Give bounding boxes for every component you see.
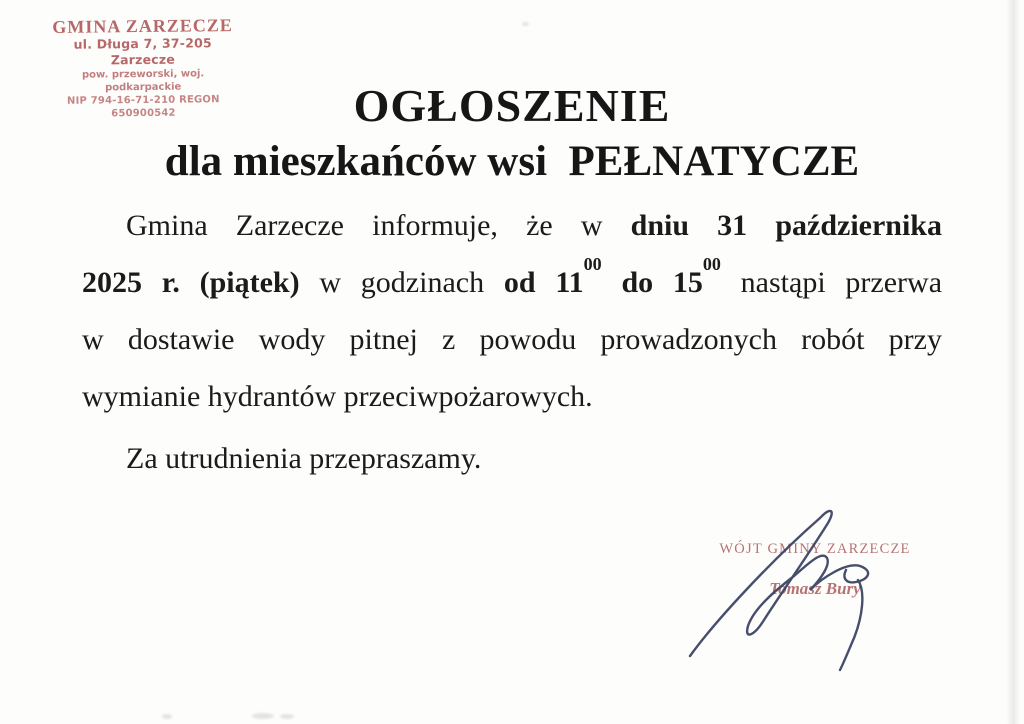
body-line-2-bold-year: 2025 r. (piątek) [82, 266, 300, 299]
announcement-title: OGŁOSZENIE [353, 80, 671, 131]
body-line-1-bold-date: dniu 31 października [630, 209, 942, 242]
body-line-2-sup-2: 00 [702, 254, 721, 274]
mayor-stamp-title: WÓJT GMINY ZARZECZE [719, 541, 911, 557]
scan-speck [252, 713, 274, 719]
stamp-address: ul. Długa 7, 37-205 Zarzecze [73, 35, 212, 68]
scan-speck [162, 714, 172, 719]
body-line-1 [82, 204, 942, 248]
scan-speck [522, 22, 529, 26]
scan-speck [280, 714, 294, 719]
body-line-2-regular-2: nastąpi przerwa [720, 266, 943, 299]
announcement-subtitle: dla mieszkańców wsi PEŁNATYCZE [164, 138, 860, 185]
mayor-stamp-name: Tomasz Bury [769, 579, 861, 598]
stamp-municipality-name: GMINA ZARZECZE [52, 15, 233, 37]
body-line-2-regular-1: w godzinach [299, 266, 504, 299]
body-line-2-bold-to: do 15 [601, 266, 703, 299]
stamp-district: pow. przeworski, woj. podkarpackie [81, 68, 205, 94]
body-line-2-bold-from: od 11 [503, 266, 584, 299]
body-line-4: wymianie hydrantów przeciwpożarowych. [82, 380, 593, 413]
body-line-3: w dostawie wody pitnej z powodu prowadzonych robót przy [82, 323, 942, 356]
body-apology-line: Za utrudnienia przepraszamy. [126, 442, 482, 475]
body-line-2 [82, 254, 943, 305]
stamp-tax-ids: NIP 794-16-71-210 REGON 650900542 [66, 94, 220, 120]
body-line-2-sup-1: 00 [583, 254, 602, 274]
signature-ink [668, 488, 888, 678]
body-line-1-regular: Gmina Zarzecze informuje, że w [126, 209, 631, 242]
